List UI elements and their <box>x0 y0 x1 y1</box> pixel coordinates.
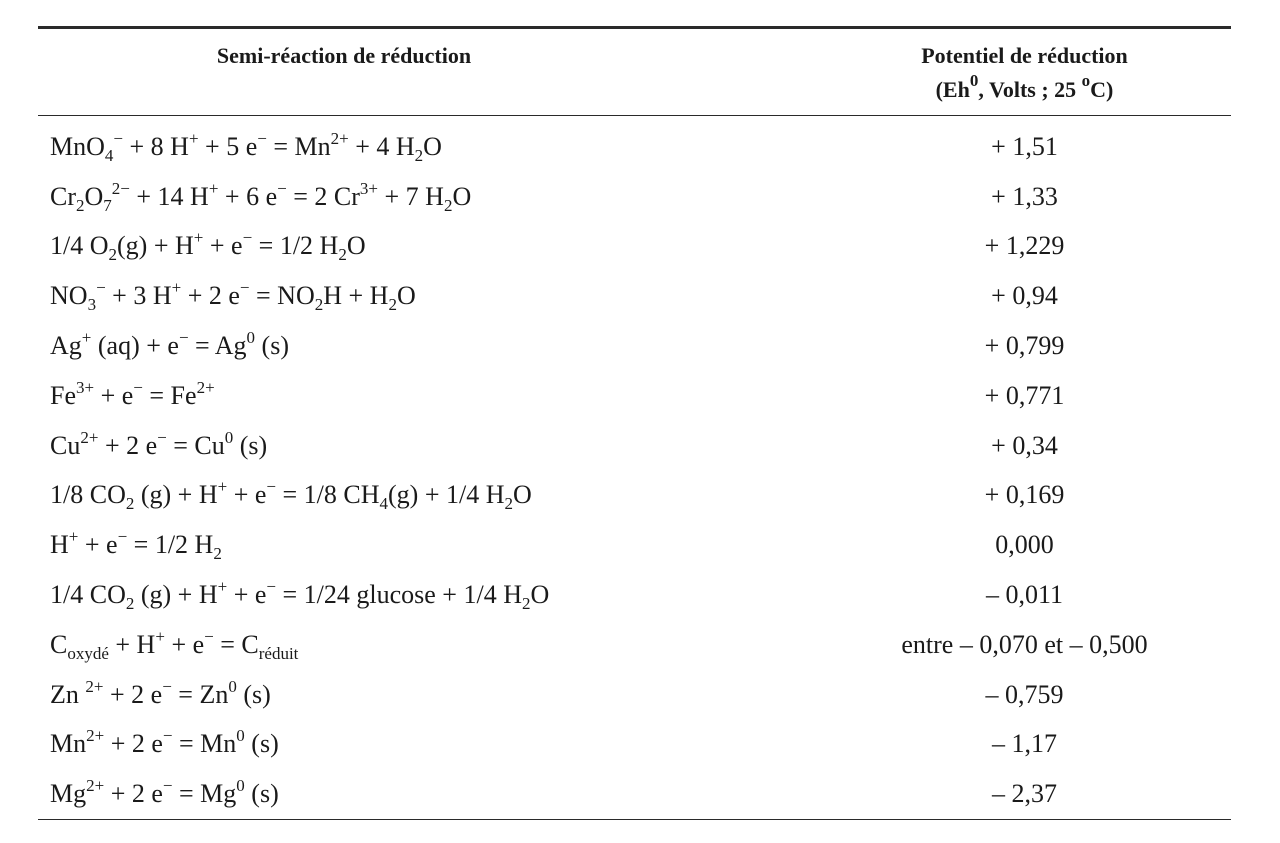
equation-text: + 5 e <box>198 131 258 161</box>
subscript: 2 <box>108 245 117 265</box>
subscript: 2 <box>388 295 397 315</box>
table-row <box>38 421 1231 471</box>
half-reaction-cell <box>38 421 818 471</box>
equation-text: = C <box>213 629 259 659</box>
potential-value: + 0,94 <box>991 281 1058 311</box>
header-potential-line2: (Eh$^0$, Volts ; 25 $^o$C) <box>935 71 1114 102</box>
equation-text: + 7 H <box>377 181 444 211</box>
subscript: 2 <box>521 594 531 614</box>
superscript: + <box>208 178 219 198</box>
equation-text: C <box>50 629 68 659</box>
superscript: − <box>257 128 267 148</box>
header-potential-line1: Potentiel de réduction <box>921 43 1128 68</box>
header-reduction-potential <box>818 28 1231 116</box>
superscript: − <box>178 328 189 348</box>
superscript: 0 <box>246 328 256 348</box>
superscript: − <box>113 128 123 148</box>
table-row <box>38 271 1231 321</box>
equation-text: MnO <box>50 131 105 161</box>
equation-text: = Zn <box>171 679 229 709</box>
equation-text: + 3 H <box>105 281 172 311</box>
equation-text: = Cu <box>166 430 225 460</box>
equation-text: Fe <box>50 380 76 410</box>
equation-text: O <box>84 181 104 211</box>
half-reaction-cell <box>38 769 818 819</box>
table-row <box>38 371 1231 421</box>
equation-text: (s) <box>255 331 289 361</box>
subscript: 2 <box>314 295 324 315</box>
subscript: 7 <box>103 195 112 215</box>
potential-value: – 0,759 <box>985 679 1064 709</box>
superscript: + <box>217 577 228 597</box>
superscript: − <box>117 527 128 547</box>
equation-text: + 2 e <box>104 729 163 759</box>
equation-text: (s) <box>236 679 271 709</box>
potential-value: – 2,37 <box>992 779 1057 809</box>
equation-text: = 1/24 glucose + 1/4 H <box>276 580 522 610</box>
superscript: − <box>162 676 172 696</box>
table-header-row <box>38 28 1231 116</box>
superscript: 0 <box>236 726 245 746</box>
potential-value: 0,000 <box>995 530 1054 560</box>
equation-text: = Mn <box>172 729 237 759</box>
superscript: + <box>155 626 165 646</box>
equation-text: + 6 e <box>218 181 278 211</box>
equation-text: NO <box>50 281 88 311</box>
equation-text: + e <box>94 380 134 410</box>
superscript: − <box>162 726 173 746</box>
superscript: − <box>133 377 143 397</box>
subscript: 2 <box>125 594 135 614</box>
superscript: 0 <box>236 776 245 796</box>
subscript: réduit <box>258 643 299 663</box>
half-reaction-cell <box>38 620 818 670</box>
table-row <box>38 720 1231 770</box>
superscript: 2+ <box>196 377 215 397</box>
equation-text: + H <box>108 629 156 659</box>
superscript: + <box>193 228 204 248</box>
superscript: 3+ <box>76 377 95 397</box>
equation-text: (s) <box>244 779 279 809</box>
half-reaction-cell <box>38 116 818 172</box>
superscript: 0 <box>224 427 234 447</box>
half-reaction-cell <box>38 720 818 770</box>
half-reaction-cell <box>38 371 818 421</box>
potential-value: + 0,34 <box>991 430 1058 460</box>
superscript: + <box>81 328 92 348</box>
subscript: oxydé <box>67 643 109 663</box>
table-row <box>38 172 1231 222</box>
potential-value: entre – 0,070 et – 0,500 <box>901 629 1148 659</box>
superscript: − <box>242 228 253 248</box>
superscript: 2− <box>111 178 130 198</box>
potential-value: + 1,229 <box>984 231 1065 261</box>
superscript: + <box>217 477 228 497</box>
half-reaction-cell <box>38 172 818 222</box>
equation-text: + 2 e <box>103 679 163 709</box>
equation-text: Cu <box>50 430 81 460</box>
subscript: 4 <box>379 494 389 514</box>
subscript: 2 <box>213 544 222 564</box>
equation-text: + 2 e <box>104 779 163 809</box>
table-row <box>38 570 1231 620</box>
table-row <box>38 620 1231 670</box>
equation-text: Cr <box>50 181 76 211</box>
reduction-potential-table <box>38 26 1231 820</box>
table-row <box>38 769 1231 819</box>
half-reaction-cell <box>38 471 818 521</box>
equation-text: + 2 e <box>98 430 158 460</box>
potential-value: + 0,169 <box>984 480 1065 510</box>
equation-text: (g) + H <box>117 231 194 261</box>
equation-text: (g) + H <box>134 480 218 510</box>
equation-text: H + H <box>323 281 389 311</box>
equation-text: (g) + 1/4 H <box>388 480 505 510</box>
superscript: − <box>96 278 106 298</box>
potential-value: – 1,17 <box>992 729 1057 759</box>
equation-text: (aq) + e <box>91 331 179 361</box>
equation-text: + 8 H <box>123 131 189 161</box>
superscript: 2+ <box>86 726 105 746</box>
equation-text: = Mn <box>266 131 331 161</box>
equation-text: = 1/8 CH <box>276 480 380 510</box>
equation-text: Mn <box>50 729 87 759</box>
subscript: 4 <box>104 145 114 165</box>
table-row <box>38 520 1231 570</box>
equation-text: = Ag <box>188 331 247 361</box>
equation-text: + e <box>203 231 243 261</box>
superscript: − <box>157 427 167 447</box>
equation-text: + e <box>78 530 118 560</box>
superscript: 2+ <box>80 427 99 447</box>
table-row <box>38 222 1231 272</box>
equation-text: (s) <box>233 430 268 460</box>
superscript: − <box>266 577 276 597</box>
superscript: − <box>162 776 173 796</box>
superscript: + <box>188 128 199 148</box>
table-row <box>38 670 1231 720</box>
half-reaction-cell <box>38 670 818 720</box>
table-row <box>38 321 1231 371</box>
subscript: 2 <box>414 145 424 165</box>
equation-text: + e <box>227 480 267 510</box>
equation-text: (g) + H <box>134 580 218 610</box>
table-row <box>38 471 1231 521</box>
equation-text: = 2 Cr <box>286 181 360 211</box>
equation-text: O <box>346 231 366 261</box>
equation-text: Zn <box>50 679 86 709</box>
superscript: − <box>239 278 250 298</box>
equation-text: + e <box>164 629 205 659</box>
equation-text: + 2 e <box>181 281 240 311</box>
equation-text: 1/8 CO <box>50 480 126 510</box>
equation-text: 1/4 O <box>50 231 109 261</box>
superscript: 2+ <box>86 776 105 796</box>
potential-value: + 1,33 <box>991 181 1058 211</box>
superscript: + <box>171 278 182 298</box>
potential-value: – 0,011 <box>985 580 1064 610</box>
superscript: 2+ <box>330 128 349 148</box>
equation-text: + 14 H <box>129 181 209 211</box>
equation-text: = 1/2 H <box>252 231 339 261</box>
subscript: 3 <box>87 295 97 315</box>
subscript: 2 <box>125 494 135 514</box>
equation-text: = 1/2 H <box>127 530 214 560</box>
table-row <box>38 116 1231 172</box>
equation-text: O <box>513 480 532 510</box>
potential-value: + 1,51 <box>991 131 1058 161</box>
equation-text: + 4 H <box>348 131 415 161</box>
half-reaction-cell <box>38 570 818 620</box>
table-body <box>38 116 1231 820</box>
subscript: 2 <box>504 494 513 514</box>
superscript: − <box>266 477 276 497</box>
superscript: − <box>204 626 214 646</box>
equation-text: Ag <box>50 331 82 361</box>
half-reaction-cell <box>38 222 818 272</box>
equation-text: = NO <box>249 281 315 311</box>
superscript: + <box>68 527 79 547</box>
subscript: 2 <box>338 245 347 265</box>
superscript: 3+ <box>359 178 378 198</box>
equation-text: O <box>423 131 442 161</box>
equation-text: (s) <box>244 729 279 759</box>
header-half-reaction: Semi-réaction de réduction <box>216 43 472 68</box>
equation-text: = Fe <box>142 380 197 410</box>
potential-value: + 0,799 <box>984 331 1065 361</box>
equation-text: O <box>396 281 416 311</box>
equation-text: 1/4 CO <box>50 580 126 610</box>
equation-text: H <box>50 530 69 560</box>
subscript: 2 <box>76 195 85 215</box>
half-reaction-cell <box>38 271 818 321</box>
equation-text: Mg <box>50 779 87 809</box>
superscript: 2+ <box>85 676 104 696</box>
superscript: 0 <box>228 676 237 696</box>
subscript: 2 <box>443 195 453 215</box>
equation-text: O <box>452 181 472 211</box>
half-reaction-cell <box>38 321 818 371</box>
superscript: − <box>277 178 287 198</box>
potential-value: + 0,771 <box>984 380 1065 410</box>
half-reaction-cell <box>38 520 818 570</box>
equation-text: = Mg <box>172 779 237 809</box>
equation-text: O <box>530 580 550 610</box>
equation-text: + e <box>227 580 267 610</box>
